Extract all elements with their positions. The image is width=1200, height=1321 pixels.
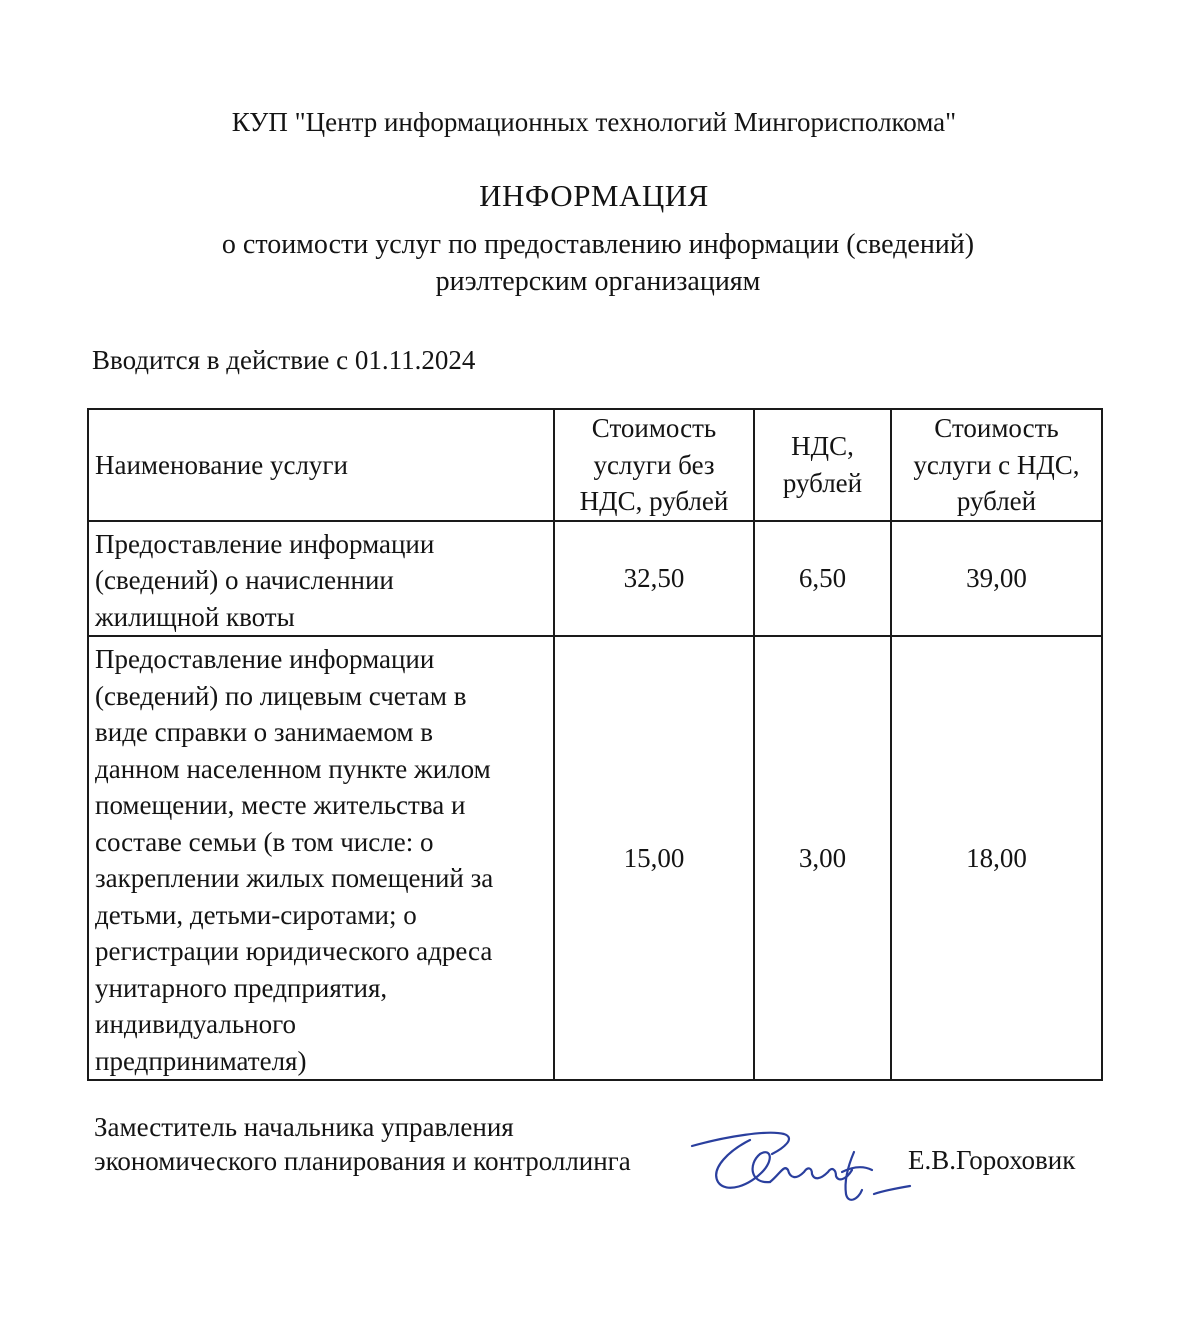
price-with-vat-cell: 39,00 [891,521,1102,637]
signatory-line: Заместитель начальника управления [94,1112,514,1142]
header-service-name: Наименование услуги [88,409,554,521]
header-price-with-vat [891,409,1102,521]
service-name-line: помещении, месте жительства и [95,790,466,820]
service-name-cell [88,521,554,637]
price-without-vat-cell: 15,00 [554,636,754,1080]
header-line: услуги с НДС, [913,449,1080,480]
service-name-line: детьми, детьми-сиротами; о [95,899,417,930]
price-with-vat-cell: 18,00 [891,636,1102,1080]
service-name-line: виде справки о занимаемом в [95,717,433,747]
service-name-line: унитарного предприятия, [95,972,388,1003]
document-subtitle [0,226,1196,300]
signatory-title [94,1110,631,1178]
vat-cell: 6,50 [754,521,891,637]
service-name-line: (сведений) по лицевым счетам в [95,680,467,711]
service-name-line: составе семьи (в том числе: о [95,826,434,857]
subtitle-line: риэлтерским организациям [435,266,761,297]
handwritten-signature-icon [688,1114,920,1214]
table-header-row [88,409,1102,521]
service-name-line: (сведений) о начисленнии [95,565,394,595]
header-line: НДС, [791,431,854,462]
vat-cell: 3,00 [754,636,891,1080]
header-line: рублей [956,486,1037,516]
document-title: ИНФОРМАЦИЯ [479,178,709,213]
header-line: рублей [782,467,863,498]
header-line: Стоимость [591,413,717,443]
signatory-name: Е.В.Гороховик [908,1145,1076,1175]
table-row [88,636,1102,1080]
signatory-line: экономического планирования и контроллинга [94,1146,631,1176]
service-name-line: Предоставление информации [95,528,435,559]
price-without-vat-cell: 32,50 [554,521,754,637]
service-name-line: предпринимателя) [95,1045,307,1076]
subtitle-line: о стоимости услуг по предоставлению информации (сведений) [221,229,975,260]
service-name-line: Предоставление информации [95,644,435,674]
service-name-line: данном населенном пункте жилом [95,753,491,784]
header-line: Стоимость [934,413,1059,443]
effective-date: Вводится в действие с 01.11.2024 [92,345,476,375]
service-name-line: индивидуального [95,1009,297,1039]
header-line: услуги без [593,449,715,480]
organization-name: КУП "Центр информационных технологий Мингорисполкома" [231,107,957,137]
table-row [88,521,1102,637]
service-name-line: закреплении жилых помещений за [95,863,494,893]
header-line: НДС, рублей [579,486,729,516]
service-name-line: жилищной квоты [95,601,295,632]
header-price-without-vat [554,409,754,521]
price-table [87,408,1103,1081]
service-name-cell [88,636,554,1080]
header-vat [754,409,891,521]
service-name-line: регистрации юридического адреса [95,936,493,966]
